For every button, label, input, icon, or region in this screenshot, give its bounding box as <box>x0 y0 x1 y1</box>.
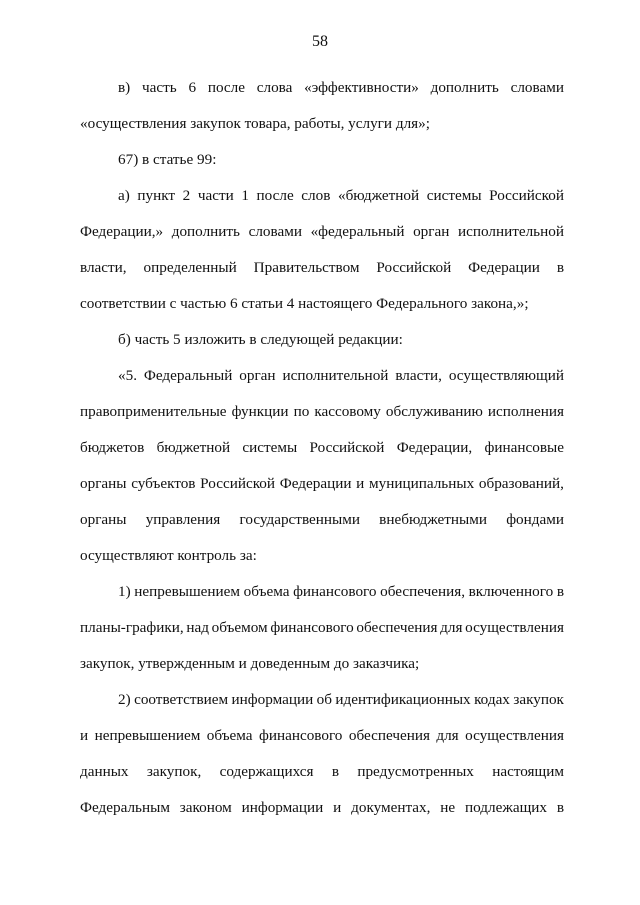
text-line <box>80 358 564 394</box>
text-word: бюджетной <box>156 439 231 456</box>
text-word: фондами <box>506 511 564 528</box>
text-word: слов <box>301 187 331 204</box>
text-word: объемом <box>211 619 268 636</box>
text-word: объема <box>243 583 290 600</box>
text-word: над <box>186 619 209 636</box>
text-word: муниципальных <box>369 475 475 492</box>
text-line <box>80 790 564 826</box>
text-word: в <box>556 799 564 816</box>
text-word: закупок, <box>146 763 202 780</box>
text-word: Российской <box>309 439 385 456</box>
text-word: данных <box>80 763 129 780</box>
text-word: Российской <box>376 259 452 276</box>
text-word: и <box>80 727 89 744</box>
text-word: Федеральный <box>143 367 233 384</box>
text-word: орган <box>239 367 276 384</box>
text-word: закупок <box>513 691 564 708</box>
text-word: для <box>436 727 459 744</box>
text-word: 2 <box>182 187 191 204</box>
text-line: закупок, утвержденным и доведенным до заказчика; <box>80 655 420 672</box>
text-word: пункт <box>137 187 176 204</box>
text-line: 67) в статье 99: <box>118 151 217 168</box>
text-line <box>80 574 564 610</box>
text-word: «5. <box>118 367 137 384</box>
text-word: словами <box>510 79 564 96</box>
text-word: слова <box>256 79 293 96</box>
text-word: образований, <box>478 475 564 492</box>
text-word: исполнительной <box>282 367 389 384</box>
text-word: бюджетов <box>80 439 145 456</box>
text-word: осуществления <box>465 619 564 636</box>
text-word: Российской <box>200 475 276 492</box>
text-line <box>80 466 564 502</box>
text-word: осуществляющий <box>448 367 564 384</box>
document-body <box>80 70 564 826</box>
text-line <box>80 682 564 718</box>
text-word: исполнения <box>487 403 564 420</box>
text-word: органы <box>80 511 127 528</box>
text-word: обслуживанию <box>385 403 483 420</box>
text-word: информации <box>241 799 324 816</box>
text-word: в <box>556 259 564 276</box>
text-line <box>80 214 564 250</box>
text-word: подлежащих <box>465 799 547 816</box>
text-word: Федерации <box>279 475 352 492</box>
text-word: системы <box>242 439 298 456</box>
text-word: 1 <box>241 187 249 204</box>
text-word: субъектов <box>131 475 196 492</box>
text-word: функции <box>231 403 289 420</box>
text-line: «осуществления закупок товара, работы, услуги для»; <box>80 115 430 132</box>
text-word: и <box>356 475 365 492</box>
text-word: в <box>556 583 564 600</box>
text-word: осуществления <box>465 727 564 744</box>
text-word: «федеральный <box>310 223 405 240</box>
text-line <box>80 754 564 790</box>
text-word: идентификационных <box>335 691 471 708</box>
text-word: 6 <box>188 79 197 96</box>
text-word: часть <box>142 79 177 96</box>
text-word: части <box>197 187 234 204</box>
text-line <box>80 178 564 214</box>
text-line <box>80 430 564 466</box>
text-word: законом <box>179 799 232 816</box>
text-word: Федеральным <box>80 799 170 816</box>
text-word: для <box>440 619 463 636</box>
text-word: кассовому <box>314 403 381 420</box>
text-line <box>80 394 564 430</box>
text-word: после <box>207 79 245 96</box>
text-word: правоприменительные <box>80 403 227 420</box>
text-word: информации <box>231 691 314 708</box>
text-word: непревышением <box>134 583 241 600</box>
text-word: обеспечения <box>356 619 438 636</box>
text-word: в) <box>118 79 131 96</box>
text-word: финансового <box>259 727 343 744</box>
text-word: орган <box>413 223 450 240</box>
text-word: финансового <box>270 619 354 636</box>
text-word: обеспечения, <box>380 583 465 600</box>
text-word: содержащихся <box>219 763 314 780</box>
text-word: «бюджетной <box>337 187 420 204</box>
text-word: Федерации <box>468 259 540 276</box>
text-word: «эффективности» <box>304 79 419 96</box>
text-word: документах, <box>351 799 431 816</box>
text-word: 2) <box>118 691 131 708</box>
text-word: дополнить <box>171 223 240 240</box>
text-word: государственными <box>239 511 360 528</box>
text-word: власти, <box>395 367 442 384</box>
text-word: объема <box>206 727 253 744</box>
text-word: Федерации,» <box>80 223 164 240</box>
text-word: финансовые <box>484 439 564 456</box>
text-word: 1) <box>118 583 131 600</box>
text-word: определенный <box>143 259 237 276</box>
text-word: в <box>331 763 339 780</box>
text-word: органы <box>80 475 127 492</box>
text-line: соответствии с частью 6 статьи 4 настоящего Федерального закона,»; <box>80 295 529 312</box>
text-word: соответствием <box>134 691 229 708</box>
text-word: включенного <box>468 583 554 600</box>
text-word: кодах <box>474 691 510 708</box>
text-word: после <box>256 187 294 204</box>
text-word: власти, <box>80 259 127 276</box>
text-word: финансового <box>293 583 377 600</box>
text-word: исполнительной <box>457 223 564 240</box>
text-word: планы-графики, <box>80 619 184 636</box>
text-word: по <box>293 403 310 420</box>
text-word: дополнить <box>430 79 499 96</box>
page-number: 58 <box>312 33 328 50</box>
text-word: Российской <box>489 187 564 204</box>
text-word: внебюджетными <box>379 511 487 528</box>
text-word: об <box>316 691 332 708</box>
text-word: непревышением <box>94 727 201 744</box>
text-word: не <box>440 799 456 816</box>
text-word: Федерации, <box>396 439 473 456</box>
text-line <box>80 718 564 754</box>
text-line: б) часть 5 изложить в следующей редакции: <box>118 331 403 348</box>
text-word: Правительством <box>253 259 360 276</box>
text-word: обеспечения <box>348 727 430 744</box>
text-word: словами <box>248 223 302 240</box>
text-line <box>80 250 564 286</box>
text-word: предусмотренных <box>357 763 474 780</box>
text-word: настоящим <box>492 763 564 780</box>
text-word: и <box>333 799 342 816</box>
text-word: а) <box>118 187 130 204</box>
text-word: управления <box>145 511 221 528</box>
text-line <box>80 610 564 646</box>
text-line: осуществляют контроль за: <box>80 547 257 564</box>
text-line <box>80 502 564 538</box>
text-line <box>80 70 564 106</box>
text-word: системы <box>426 187 482 204</box>
